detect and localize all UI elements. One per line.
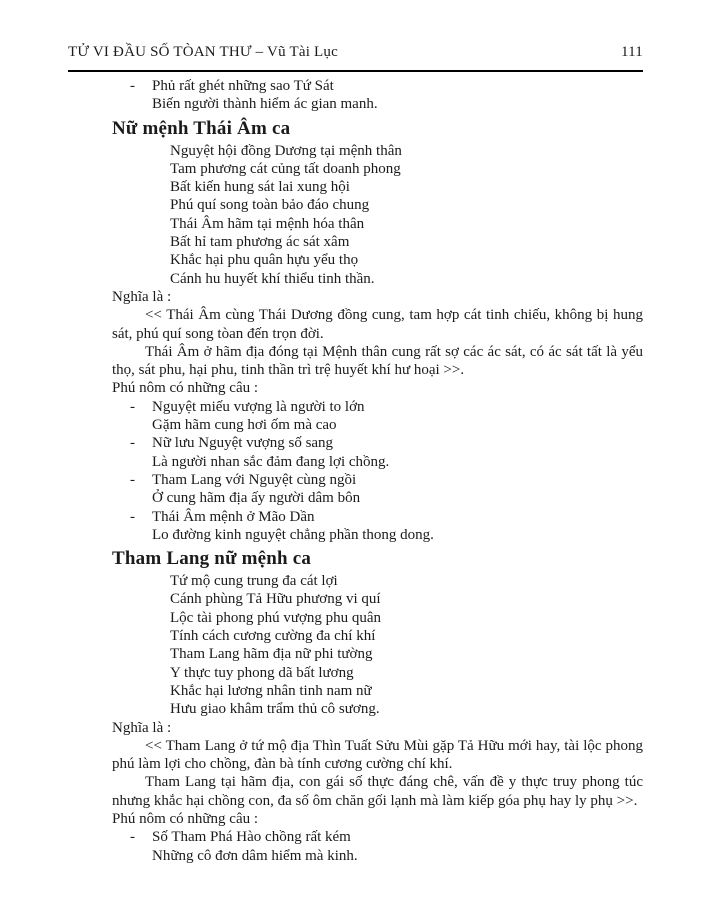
verse-text: Phủ rất ghét những sao Tứ Sát [152,78,334,94]
verse-text: Thái Âm mệnh ở Mão Dần [152,508,315,525]
page-content [112,77,643,865]
verse-text: Nữ lưu Nguyệt vượng số sang [152,435,334,452]
verse-line [112,828,643,846]
verse-line [112,398,643,416]
poem-thai-am [112,142,643,288]
section-heading-nu-menh-thai-am-ca: Nữ mệnh Thái Âm ca [112,117,291,139]
verse-line: Là người nhan sắc đảm đang lợi chồng. [152,453,390,470]
verse-couplet [112,434,643,471]
phu-nom-couplets [112,828,643,865]
verse-line [112,77,643,95]
verse-text: Nguyệt miếu vượng là người to lớn [152,398,365,415]
poem-line: Lộc tài phong phú vượng phu quân [170,609,382,626]
verse-line [112,434,643,452]
verse-line: Gặm hãm cung hơi ốm mà cao [152,417,337,434]
meaning-label: Nghĩa là : [112,719,172,736]
verse-line: Ở cung hãm địa ấy người dâm bôn [152,490,361,507]
verse-couplet [112,471,643,508]
poem-line: Tham Lang hãm địa nữ phi tường [170,646,373,663]
verse-couplet [112,398,643,435]
phu-nom-couplets [112,398,643,544]
poem-line: Thái Âm hãm tại mệnh hóa thân [170,215,365,232]
bullet-dash: - [130,398,135,415]
bullet-dash: - [130,829,135,846]
meaning-paragraph: << Thái Âm cùng Thái Dương đồng cung, tam hợp cát tinh chiếu, không bị hung sát, phú quí song tòan đến trọn đời. [112,307,643,342]
page-header [68,44,643,61]
poem-line: Khắc hại lương nhân tinh nam nữ [170,682,372,699]
header-divider-rule [68,70,643,72]
section-heading-tham-lang-nu-menh-ca: Tham Lang nữ mệnh ca [112,548,312,570]
verse-line: Biến người thành hiểm ác gian manh. [152,96,378,113]
bullet-dash: - [130,471,135,488]
bullet-dash: - [130,435,135,452]
verse-line [112,508,643,526]
page-number: 111 [621,44,643,60]
bullet-dash: - [130,78,135,94]
meaning-label: Nghĩa là : [112,288,172,305]
poem-line: Bất hỉ tam phương ác sát xâm [170,234,350,251]
meaning-paragraph: Tham Lang tại hãm địa, con gái số thực đáng chê, vấn đề y thực truy phong túc nhưng khắc hại chồng con, đa số ôm chăn gối lạnh mà làm kiếp góa phụ hay ly phụ >>. [112,774,643,809]
poem-line: Tam phương cát củng tất doanh phong [170,160,401,177]
verse-couplet [112,508,643,545]
poem-line: Phú quí song toàn bảo đáo chung [170,197,370,214]
phu-nom-label: Phú nôm có những câu : [112,380,259,397]
poem-line: Cánh phùng Tả Hữu phương vi quí [170,591,381,608]
phu-nom-label: Phú nôm có những câu : [112,810,259,827]
poem-line: Nguyệt hội đồng Dương tại mệnh thân [170,142,402,159]
poem-line: Y thực tuy phong dã bất lương [170,664,354,681]
verse-line [112,471,643,489]
verse-couplet [112,77,643,114]
meaning-paragraph: << Tham Lang ở tứ mộ địa Thìn Tuất Sửu Mùi gặp Tả Hữu mới hay, tài lộc phong phú làm lợi cho chồng, đàn bà tính cương cường chí khí. [112,737,643,773]
poem-line: Tứ mộ cung trung đa cát lợi [170,573,338,590]
poem-line: Khắc hại phu quân hựu yểu thọ [170,252,359,269]
bullet-dash: - [130,508,135,525]
poem-tham-lang [112,572,643,718]
header-title: TỬ VI ĐẦU SỐ TÒAN THƯ – Vũ Tài Lục [68,44,338,60]
poem-line: Tính cách cương cường đa chí khí [170,628,376,645]
verse-text: Tham Lang với Nguyệt cùng ngồi [152,471,357,488]
verse-text: Số Tham Phá Hào chồng rất kém [152,829,351,846]
verse-line: Lo đường kinh nguyệt chẳng phần thong dong. [152,526,434,543]
verse-couplet [112,828,643,865]
poem-line: Cánh hu huyết khí thiểu tinh thần. [170,270,375,287]
poem-line: Hưu giao khâm trẩm thủ cô sương. [170,701,380,718]
poem-line: Bất kiến hung sát lai xung hội [170,179,350,196]
verse-line: Những cô đơn dâm hiểm mà kinh. [152,847,358,864]
meaning-paragraph: Thái Âm ở hãm địa đóng tại Mệnh thân cung rất sợ các ác sát, có ác sát tất là yểu thọ, sát phu, hại phu, tinh thần trì trệ huyết khí hư hoại >>. [112,343,643,379]
